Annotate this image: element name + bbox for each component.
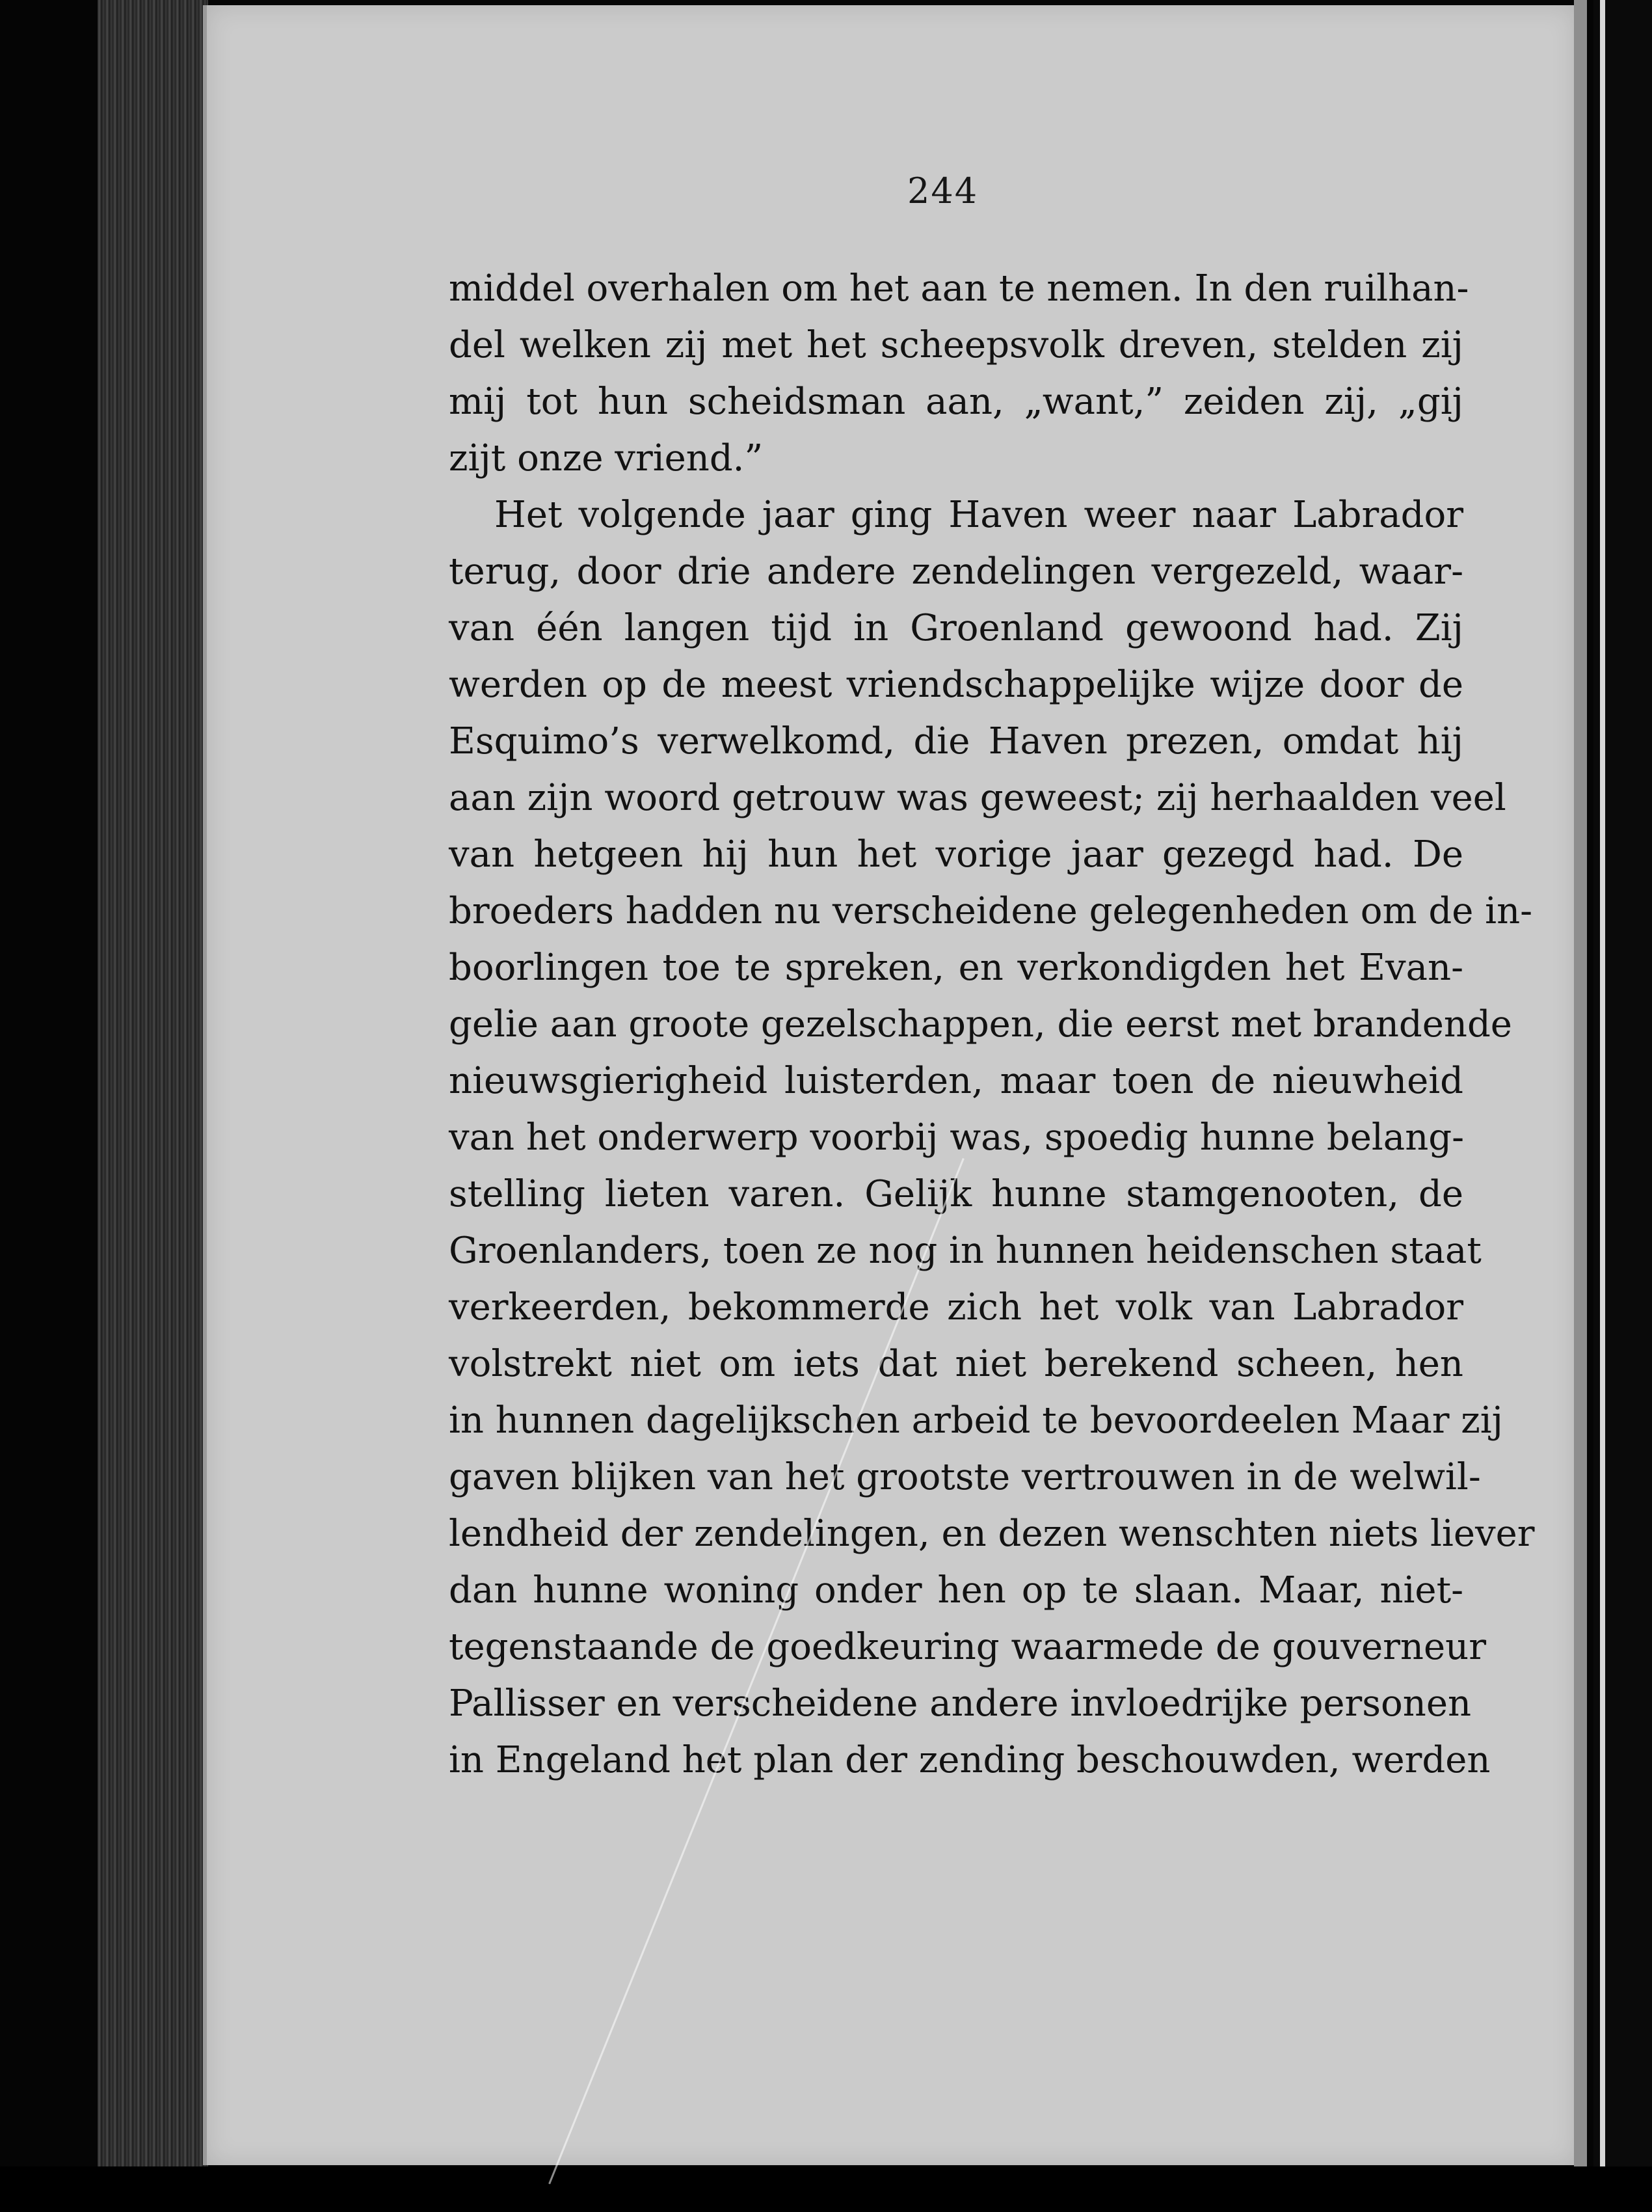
text-line: middel overhalen om het aan te nemen. In den ruilhan- — [449, 267, 1469, 310]
text-line: nieuwsgierigheid luisterden, maar toen de nieuwheid — [449, 1060, 1463, 1102]
book-page-edges — [98, 0, 208, 2166]
scan-bottom-margin — [0, 2166, 1652, 2212]
scan-right-border-line — [1600, 0, 1605, 2212]
text-line: in Engeland het plan der zending beschouwden, werden — [449, 1739, 1491, 1781]
text-line: werden op de meest vriendschappelijke wijze door de — [449, 664, 1463, 706]
text-line: lendheid der zendelingen, en dezen wenschten niets liever — [449, 1513, 1535, 1555]
text-line: mij tot hun scheidsman aan, „want,” zeiden zij, „gij — [449, 381, 1463, 423]
text-line: Pallisser en verscheidene andere invloedrijke personen — [449, 1682, 1472, 1725]
text-line: tegenstaande de goedkeuring waarmede de gouverneur — [449, 1626, 1486, 1668]
text-line: broeders hadden nu verscheidene gelegenheden om de in- — [449, 890, 1533, 932]
body-text — [449, 260, 1535, 1788]
page-number: 244 — [907, 170, 979, 211]
text-line: zijt onze vriend.” — [449, 437, 764, 479]
text-line: gelie aan groote gezelschappen, die eerst met brandende — [449, 1003, 1512, 1045]
text-line: stelling lieten varen. Gelijk hunne stamgenooten, de — [449, 1173, 1463, 1215]
text-line: Esquimo’s verwelkomd, die Haven prezen, omdat hij — [449, 720, 1463, 762]
text-line: volstrekt niet om iets dat niet berekend scheen, hen — [449, 1343, 1463, 1385]
text-line: terug, door drie andere zendelingen vergezeld, waar- — [449, 550, 1463, 593]
page-right-edge — [1574, 0, 1587, 2212]
text-line: dan hunne woning onder hen op te slaan. Maar, niet- — [449, 1569, 1463, 1612]
text-line: del welken zij met het scheepsvolk dreven, stelden zij — [449, 324, 1463, 366]
text-line: van één langen tijd in Groenland gewoond had. Zij — [449, 607, 1463, 649]
text-line: van hetgeen hij hun het vorige jaar gezegd had. De — [449, 833, 1463, 876]
text-line: boorlingen toe te spreken, en verkondigden het Evan- — [449, 947, 1463, 989]
text-line: gaven blijken van het grootste vertrouwen in de welwil- — [449, 1456, 1481, 1498]
text-line: verkeerden, bekommerde zich het volk van Labrador — [449, 1286, 1463, 1329]
text-line: Groenlanders, toen ze nog in hunnen heidenschen staat — [449, 1230, 1482, 1272]
text-line: aan zijn woord getrouw was geweest; zij herhaalden veel — [449, 777, 1506, 819]
text-line: van het onderwerp voorbij was, spoedig hunne belang- — [449, 1116, 1465, 1159]
text-line: in hunnen dagelijkschen arbeid te bevoordeelen Maar zij — [449, 1399, 1504, 1442]
text-line: Het volgende jaar ging Haven weer naar Labrador — [494, 494, 1463, 536]
